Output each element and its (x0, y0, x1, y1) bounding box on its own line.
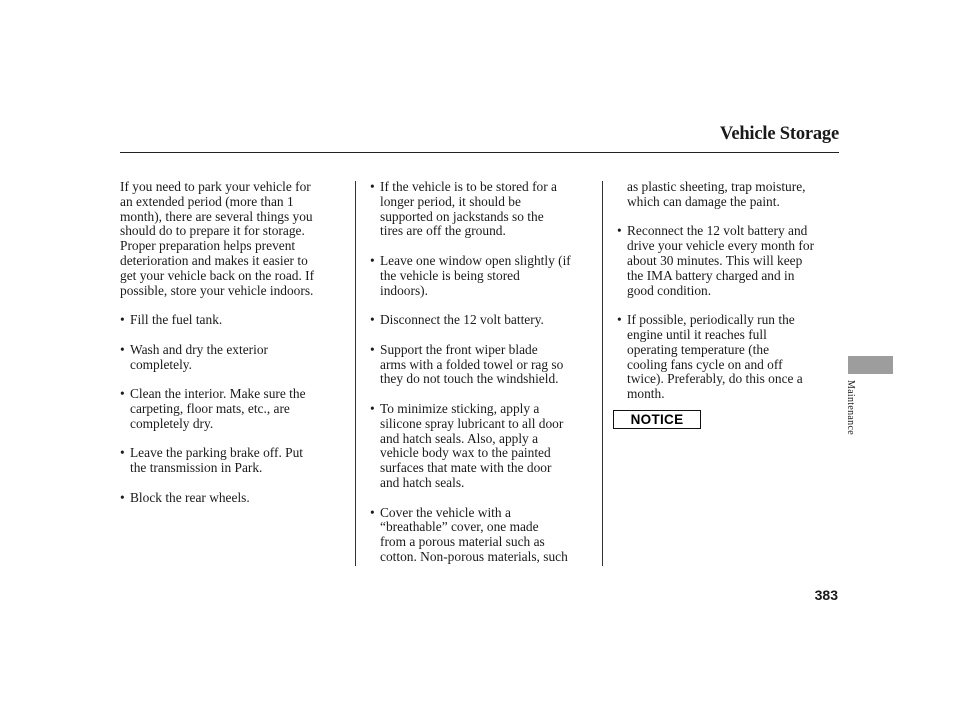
list-item-text: Reconnect the 12 volt battery and drive your vehicle every month for about 30 minutes. This will keep the IMA battery charged and in good condition. (627, 223, 815, 298)
list-item (370, 180, 596, 239)
list-item-text: Leave one window open slightly (if the vehicle is being stored indoors). (380, 252, 571, 298)
bullet-glyph: • (370, 341, 375, 357)
column-1 (120, 180, 346, 506)
list-item (617, 313, 843, 402)
bullet-glyph: • (617, 223, 622, 239)
continuation-text (617, 180, 843, 210)
list-item (370, 343, 596, 387)
list-item-text: Disconnect the 12 volt battery. (380, 312, 544, 328)
list-item-text: Support the front wiper blade arms with a folded towel or rag so they do not touch the windshield. (380, 341, 564, 387)
list-item (617, 224, 843, 298)
column-3 (617, 180, 843, 429)
list-item (120, 313, 346, 328)
notice-box: NOTICE (613, 410, 701, 429)
bullet-glyph: • (370, 400, 375, 416)
list-item-text: To minimize sticking, apply a silicone spray lubricant to all door and hatch seals. Also, apply a vehicle body wax to the painted surfaces that mate with the door and hatch seals. (380, 400, 564, 490)
list-item (120, 387, 346, 431)
list-item (370, 313, 596, 328)
bullet-glyph: • (370, 252, 375, 268)
list-item (120, 491, 346, 506)
column-divider (602, 181, 603, 566)
bullet-glyph: • (120, 445, 125, 461)
list-item (370, 402, 596, 491)
intro-paragraph: If you need to park your vehicle for an extended period (more than 1 month), there are several things you should do to prepare it for storage. Proper preparation helps prevent deterioration and makes it easier to get your vehicle back on the road. If possible, store your vehicle indoors. (120, 179, 315, 298)
column-2 (370, 180, 596, 565)
list-item (370, 506, 596, 565)
bullet-glyph: • (120, 386, 125, 402)
list-item-text: If the vehicle is to be stored for a longer period, it should be supported on jackstands so the tires are off the ground. (380, 179, 557, 239)
bullet-glyph: • (120, 312, 125, 328)
bullet-glyph: • (370, 504, 375, 520)
column-divider (355, 181, 356, 566)
bullet-glyph: • (120, 341, 125, 357)
list-item-text: Cover the vehicle with a “breathable” cover, one made from a porous material such as cotton. Non-porous materials, such (380, 504, 568, 564)
list-item (370, 254, 596, 298)
list-item-text: If possible, periodically run the engine until it reaches full operating temperature (the cooling fans cycle on and off twice). Preferably, do this once a month. (627, 312, 803, 402)
list-item-text: Leave the parking brake off. Put the transmission in Park. (130, 445, 304, 476)
section-tab (848, 356, 893, 374)
list-item-text: Block the rear wheels. (130, 489, 250, 505)
bullet-glyph: • (120, 489, 125, 505)
page-title: Vehicle Storage (719, 124, 839, 144)
bullet-glyph: • (370, 179, 375, 194)
list-item-text: Clean the interior. Make sure the carpeting, floor mats, etc., are completely dry. (130, 386, 306, 431)
section-tab-label: Maintenance (845, 380, 856, 435)
list-item-text: Fill the fuel tank. (130, 312, 223, 328)
list-item (120, 343, 346, 373)
title-rule (120, 152, 839, 153)
page-number: 383 (814, 587, 838, 603)
bullet-glyph: • (370, 312, 375, 328)
list-item-text: as plastic sheeting, trap moisture, which can damage the paint. (627, 179, 806, 209)
bullet-glyph: • (617, 312, 622, 328)
list-item-text: Wash and dry the exterior completely. (130, 341, 268, 372)
list-item (120, 446, 346, 476)
